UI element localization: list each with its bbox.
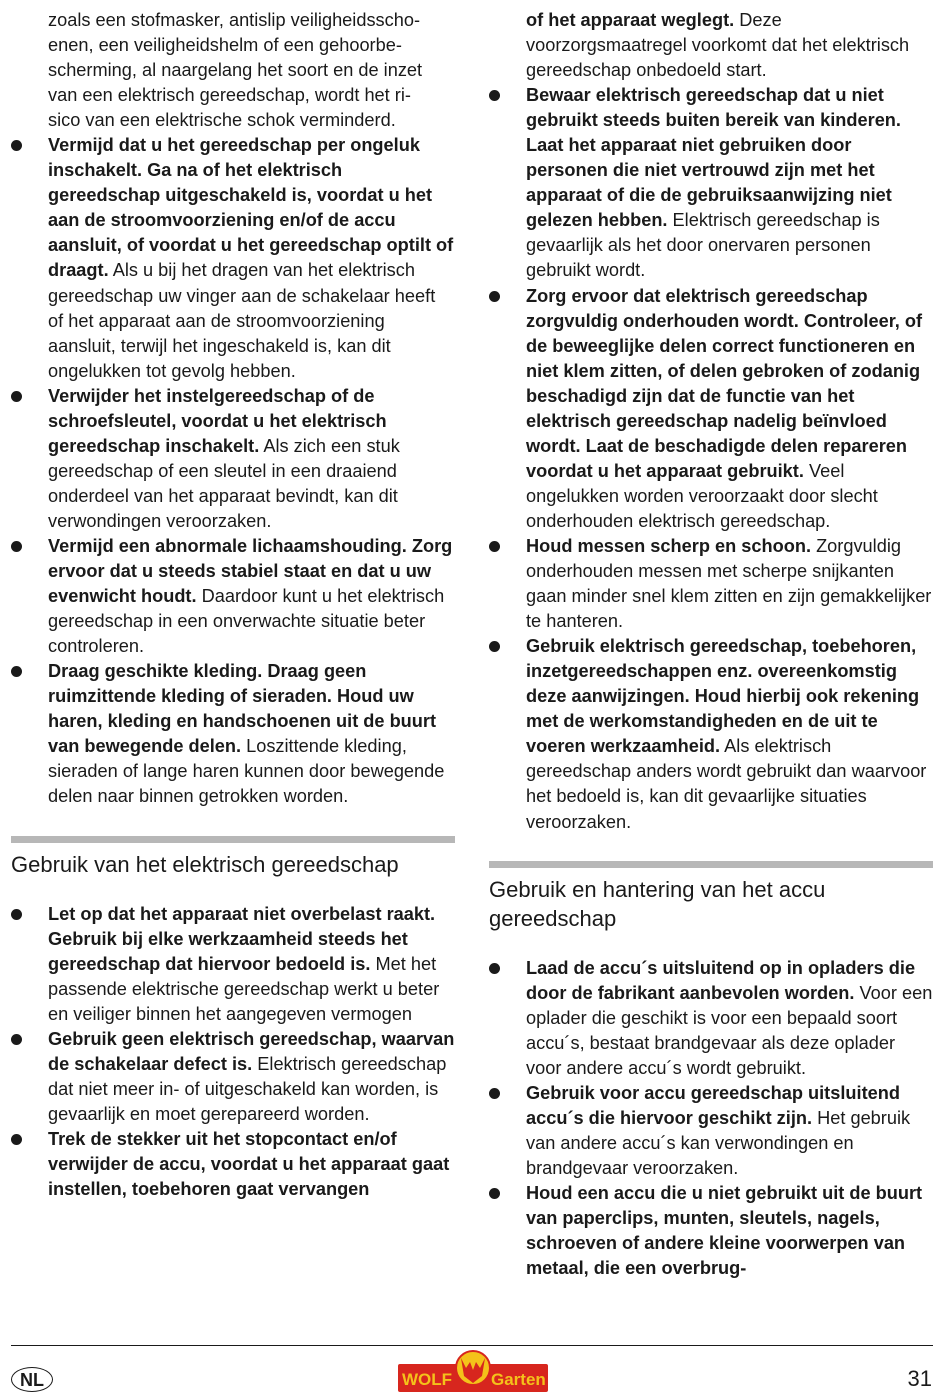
bullet-icon [11, 1034, 22, 1045]
item-text: Met het passende elektrische gereedschap werkt u beter en veiliger binnen het aangegeven vermogen [48, 953, 440, 1024]
list-item [489, 284, 933, 534]
item-bold-text: Trek de stekker uit het stopcontact en/of verwijder de accu, voordat u het apparaat gaat instellen, toebehoren gaat vervangen [48, 1128, 450, 1200]
bullet-icon [11, 140, 22, 151]
list-item [489, 83, 933, 283]
item-text: Veel ongelukken worden veroorzaakt door slecht onderhouden elektrisch gereedschap. [526, 460, 878, 531]
intro-line: enen, een veiligheidshelm of een gehoorbe- [48, 35, 402, 56]
item-bold-text: Let op dat het apparaat niet overbelast raakt. Gebruik bij elke werkzaamheid steeds het gereedschap dat hiervoor bedoeld is. [48, 903, 436, 974]
bullet-icon [489, 90, 500, 101]
bullet-icon [11, 391, 22, 402]
section-title: Gebruik van het elektrisch gereedschap [11, 851, 399, 877]
right-column [489, 8, 933, 1281]
footer-divider [11, 1345, 933, 1346]
list-item [489, 534, 933, 634]
section-usage [11, 836, 455, 1203]
continuation-paragraph [489, 8, 933, 83]
logo-text-right: Garten [491, 1370, 546, 1389]
left-column [11, 8, 455, 1202]
item-bold-text: Gebruik elektrisch gereedschap, toebehoren, inzetgereedschappen enz. overeenkomstig deze aanwijzingen. Houd hierbij ook rekening met de werkomstandigheden en de uit te voeren werkzaamheid. [526, 636, 920, 757]
item-bold-text: Bewaar elektrisch gereedschap dat u niet gebruikt steeds buiten bereik van kinderen. Laat het apparaat niet gebruiken door personen die niet vertrouwd zijn met het apparaat of die de gebruiksaanwijzing niet gelezen hebben. [526, 85, 901, 231]
list-item [489, 1181, 933, 1281]
item-bold-text: Gebruik voor accu gereedschap uitsluitend accu´s die hiervoor geschikt zijn. [526, 1082, 900, 1128]
item-text: Het gebruik van andere accu´s kan verwondingen en brandgevaar veroorzaken. [526, 1107, 911, 1178]
section-battery [489, 861, 933, 1282]
intro-line: sico van een elektrische schok verminderd. [48, 110, 396, 131]
item-bold-text: of het apparaat weglegt. [526, 10, 735, 30]
list-item [489, 956, 933, 1081]
item-bold-text: Verwijder het instelgereedschap of de schroefsleutel, voordat u het elektrisch gereedschap inschakelt. [48, 385, 387, 456]
language-badge: NL [11, 1367, 53, 1392]
bullet-icon [489, 291, 500, 302]
bullet-icon [11, 909, 22, 920]
section-divider [489, 861, 933, 868]
item-text: Elektrisch gereedschap is gevaarlijk als het door onervaren personen gebruikt wordt. [526, 210, 880, 281]
item-bold-text: Zorg ervoor dat elektrisch gereedschap zorgvuldig onderhouden wordt. Controleer, of de beweeglijke delen correct functioneren en niet klem zitten, of delen gebroken of zodanig beschadigd zijn dat de functie van het elektrisch gereedschap nadelig beïnvloed wordt. Laat de beschadigde delen repareren voordat u het apparaat gebruikt. [526, 285, 923, 481]
list-item [489, 1081, 933, 1181]
section-divider [11, 836, 455, 843]
item-text: Als elektrisch gereedschap anders wordt gebruikt dan waarvoor het bedoeld is, kan dit gevaarlijke situaties veroorzaken. [526, 736, 927, 832]
item-bold-text: Draag geschikte kleding. Draag geen ruimzittende kleding of sieraden. Houd uw haren, kleding en handschoenen uit de buurt van bewegende delen. [48, 661, 437, 757]
bullet-icon [11, 541, 22, 552]
item-bold-text: Vermijd een abnormale lichaamshouding. Zorg ervoor dat u steeds stabiel staat en dat u uw evenwicht houdt. [48, 535, 453, 607]
item-text: Als u bij het dragen van het elektrisch gereedschap uw vinger aan de schakelaar heeft of het apparaat aan de stroomvoorziening aansluit, terwijl het ingeschakeld is, kan dit ongelukken tot gevolg hebben. [48, 260, 436, 381]
bullet-icon [489, 641, 500, 652]
page-number: 31 [907, 1366, 932, 1391]
item-bold-text: Laad de accu´s uitsluitend op in opladers die door de fabrikant aanbevolen worden. [526, 957, 916, 1003]
bullet-icon [489, 1188, 500, 1199]
list-item [11, 384, 455, 534]
bullet-icon [489, 541, 500, 552]
bullet-icon [11, 666, 22, 677]
list-item [11, 659, 455, 809]
list-item [11, 1027, 455, 1127]
item-text: Voor een oplader die geschikt is voor een bepaald soort accu´s, bestaat brandgevaar als deze oplader voor andere accu´s wordt gebruikt. [526, 982, 933, 1078]
item-bold-text: Gebruik geen elektrisch gereedschap, waarvan de schakelaar defect is. [48, 1028, 455, 1074]
intro-paragraph [11, 8, 455, 133]
list-item [11, 1127, 455, 1202]
intro-line: van een elektrisch gereedschap, wordt het ri- [48, 85, 411, 106]
list-item [11, 902, 455, 1027]
list-item [11, 534, 455, 659]
bullet-icon [489, 963, 500, 974]
wolf-garten-logo [398, 1350, 548, 1394]
item-text: Daardoor kunt u het elektrisch gereedschap in een onverwachte situatie beter controleren. [48, 586, 445, 657]
logo-text-left: WOLF [402, 1370, 453, 1389]
item-text: Als zich een stuk gereedschap of een sleutel in een draaiend onderdeel van het apparaat bevindt, kan dit verwondingen veroorzaken. [48, 435, 400, 531]
item-text: Zorgvuldig onderhouden messen met scherpe snijkanten gaan minder snel klem zitten en zijn gemakkelijker te hanteren. [526, 535, 932, 632]
bullet-icon [489, 1088, 500, 1099]
item-bold-text: Houd messen scherp en schoon. [526, 535, 812, 556]
bullet-icon [11, 1134, 22, 1145]
intro-line: zoals een stofmasker, antislip veiligheidsscho- [48, 10, 421, 30]
section-title: Gebruik en hantering van het accu gereedschap [489, 876, 826, 931]
item-text: Loszittende kleding, sieraden of lange haren kunnen door bewegende delen naar binnen getrokken worden. [48, 736, 445, 807]
item-text: Elektrisch gereedschap dat niet meer in- of uitgeschakeld kan worden, is gevaarlijk en moet gerepareerd worden. [48, 1053, 447, 1124]
intro-line: scherming, al naargelang het soort en de inzet [48, 60, 423, 81]
item-text: Deze voorzorgsmaatregel voorkomt dat het elektrisch gereedschap onbedoeld start. [526, 10, 910, 81]
item-bold-text: Houd een accu die u niet gebruikt uit de buurt van paperclips, munten, sleutels, nagels, schroeven of andere kleine voorwerpen van metaal, die een overbrug- [526, 1182, 923, 1279]
list-item [11, 133, 455, 383]
item-bold-text: Vermijd dat u het gereedschap per ongeluk inschakelt. Ga na of het elektrisch gereedschap uitgeschakeld is, voordat u het aan de stroomvoorziening en/of de accu aansluit, of voordat u het gereedschap optilt of draagt. [48, 135, 454, 281]
list-item [489, 634, 933, 834]
